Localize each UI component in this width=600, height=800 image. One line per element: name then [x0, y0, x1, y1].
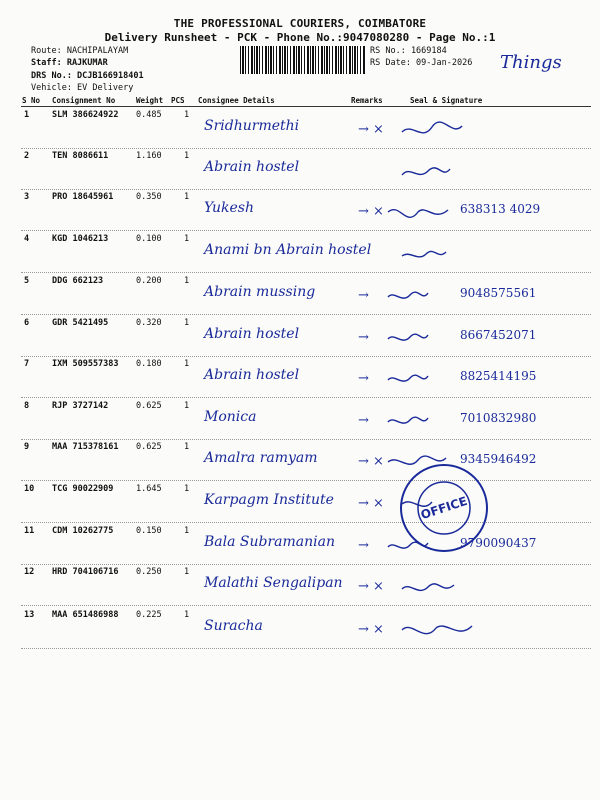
row-phone: 8667452071	[460, 328, 537, 342]
row-sno: 4	[24, 234, 30, 244]
row-consignee: Anami bn Abrain hostel	[204, 242, 372, 258]
row-consignee: Monica	[204, 409, 257, 425]
row-divider	[21, 314, 591, 315]
row-phone: 9048575561	[460, 286, 537, 300]
row-divider	[21, 648, 591, 649]
row-sno: 3	[24, 192, 30, 202]
staff-label: Staff: RAJKUMAR	[31, 58, 108, 68]
signature-stroke	[388, 375, 428, 381]
stamp-text: OFFICE	[418, 493, 470, 523]
row-weight: 0.625	[136, 442, 162, 452]
row-remarks: →	[358, 371, 369, 386]
row-remarks: → ×	[358, 204, 384, 219]
row-signature	[384, 284, 459, 308]
row-pcs: 1	[184, 318, 190, 328]
row-signature	[384, 367, 459, 391]
barcode	[240, 46, 366, 74]
col-pcs: PCS	[171, 96, 185, 105]
row-weight: 0.225	[136, 610, 162, 620]
row-sno: 5	[24, 276, 30, 286]
drs-number: DRS No.: DCJB166918401	[31, 71, 144, 81]
row-phone: 9790090437	[460, 536, 537, 550]
row-pcs: 1	[184, 192, 190, 202]
row-consignment-no: MAA 651486988	[52, 610, 119, 620]
row-remarks: → ×	[358, 622, 384, 637]
row-sno: 9	[24, 442, 30, 452]
row-divider	[21, 605, 591, 606]
row-weight: 1.160	[136, 151, 162, 161]
row-weight: 0.200	[136, 276, 162, 286]
signature-stroke	[388, 210, 448, 218]
row-pcs: 1	[184, 359, 190, 369]
row-pcs: 1	[184, 151, 190, 161]
row-consignee: Abrain hostel	[204, 367, 300, 383]
row-sno: 6	[24, 318, 30, 328]
row-divider	[21, 522, 591, 523]
route-label: Route: NACHIPALAYAM	[31, 46, 129, 56]
row-remarks: →	[358, 413, 369, 428]
row-sno: 1	[24, 110, 30, 120]
col-remarks: Remarks	[351, 96, 383, 105]
row-consignment-no: RJP 3727142	[52, 401, 109, 411]
row-signature	[398, 118, 473, 142]
row-divider	[21, 189, 591, 190]
row-phone: 8825414195	[460, 369, 537, 383]
row-phone: 9345946492	[460, 452, 537, 466]
row-remarks: → ×	[358, 454, 384, 469]
row-consignee: Amalra ramyam	[204, 450, 318, 466]
row-weight: 0.485	[136, 110, 162, 120]
row-weight: 0.180	[136, 359, 162, 369]
row-remarks: →	[358, 538, 369, 553]
row-consignment-no: KGD 1046213	[52, 234, 109, 244]
row-remarks: → ×	[358, 122, 384, 137]
row-pcs: 1	[184, 401, 190, 411]
header-rule	[21, 106, 591, 107]
signature-stroke	[402, 251, 446, 256]
row-remarks: → ×	[358, 496, 384, 511]
row-consignment-no: MAA 715378161	[52, 442, 119, 452]
row-weight: 0.625	[136, 401, 162, 411]
row-signature	[384, 326, 459, 350]
row-consignee: Suracha	[204, 618, 263, 634]
row-weight: 0.350	[136, 192, 162, 202]
row-consignment-no: TEN 8086611	[52, 151, 109, 161]
row-consignment-no: SLM 386624922	[52, 110, 119, 120]
row-pcs: 1	[184, 526, 190, 536]
signature-stroke	[402, 122, 462, 133]
row-consignment-no: HRD 704106716	[52, 567, 119, 577]
row-divider	[21, 397, 591, 398]
row-pcs: 1	[184, 442, 190, 452]
row-consignee: Karpagm Institute	[204, 492, 334, 508]
row-weight: 0.100	[136, 234, 162, 244]
row-consignee: Abrain mussing	[204, 284, 316, 300]
row-sno: 12	[24, 567, 35, 577]
row-consignee: Sridhurmethi	[204, 118, 300, 134]
runsheet-title: THE PROFESSIONAL COURIERS, COIMBATORE	[173, 17, 427, 30]
row-signature	[398, 575, 473, 599]
col-weight: Weight	[136, 96, 164, 105]
row-consignee: Malathi Sengalipan	[204, 575, 343, 591]
row-consignee: Abrain hostel	[204, 326, 300, 342]
row-phone: 638313 4029	[460, 202, 541, 216]
signature-stroke	[402, 584, 454, 591]
row-sno: 10	[24, 484, 35, 494]
row-remarks: →	[358, 330, 369, 345]
row-divider	[21, 564, 591, 565]
signature-stroke	[388, 292, 428, 298]
row-signature	[398, 618, 473, 642]
row-pcs: 1	[184, 610, 190, 620]
signature-stroke	[388, 417, 428, 423]
rs-number: RS No.: 1669184	[370, 46, 447, 56]
row-consignee: Yukesh	[204, 200, 255, 216]
col-consignee: Consignee Details	[198, 96, 275, 105]
col-seal-signature: Seal & Signature	[410, 96, 483, 105]
row-consignment-no: IXM 509557383	[52, 359, 119, 369]
signature-stroke	[388, 334, 428, 340]
vehicle-label: Vehicle: EV Delivery	[31, 83, 134, 93]
row-divider	[21, 480, 591, 481]
row-divider	[21, 148, 591, 149]
signature-stroke	[402, 626, 472, 634]
row-consignee: Abrain hostel	[204, 159, 300, 175]
row-divider	[21, 230, 591, 231]
row-sno: 2	[24, 151, 30, 161]
row-signature	[384, 409, 459, 433]
row-sno: 7	[24, 359, 30, 369]
row-divider	[21, 356, 591, 357]
row-consignment-no: DDG 662123	[52, 276, 104, 286]
row-divider	[21, 272, 591, 273]
row-sno: 13	[24, 610, 35, 620]
row-consignment-no: PRO 18645961	[52, 192, 114, 202]
row-signature	[384, 200, 459, 224]
row-consignment-no: CDM 10262775	[52, 526, 114, 536]
runsheet-subtitle: Delivery Runsheet - PCK - Phone No.:9047080280 - Page No.:1	[104, 31, 496, 44]
col-consignment: Consignment No	[52, 96, 116, 105]
row-pcs: 1	[184, 484, 190, 494]
handwritten-note: Things	[500, 52, 562, 73]
row-consignment-no: TCG 90022909	[52, 484, 114, 494]
col-sno: S No	[22, 96, 41, 105]
row-weight: 0.150	[136, 526, 162, 536]
row-phone: 7010832980	[460, 411, 537, 425]
row-weight: 0.250	[136, 567, 162, 577]
signature-stroke	[402, 168, 450, 175]
row-pcs: 1	[184, 110, 190, 120]
row-weight: 1.645	[136, 484, 162, 494]
rs-date: RS Date: 09-Jan-2026	[370, 58, 473, 68]
row-sno: 8	[24, 401, 30, 411]
row-divider	[21, 439, 591, 440]
row-consignment-no: GDR 5421495	[52, 318, 109, 328]
row-signature	[398, 242, 473, 266]
row-pcs: 1	[184, 234, 190, 244]
row-pcs: 1	[184, 567, 190, 577]
row-remarks: → ×	[358, 579, 384, 594]
row-sno: 11	[24, 526, 35, 536]
row-signature	[398, 159, 473, 183]
row-weight: 0.320	[136, 318, 162, 328]
row-remarks: →	[358, 288, 369, 303]
row-consignee: Bala Subramanian	[204, 534, 335, 550]
office-stamp	[398, 462, 490, 554]
row-pcs: 1	[184, 276, 190, 286]
